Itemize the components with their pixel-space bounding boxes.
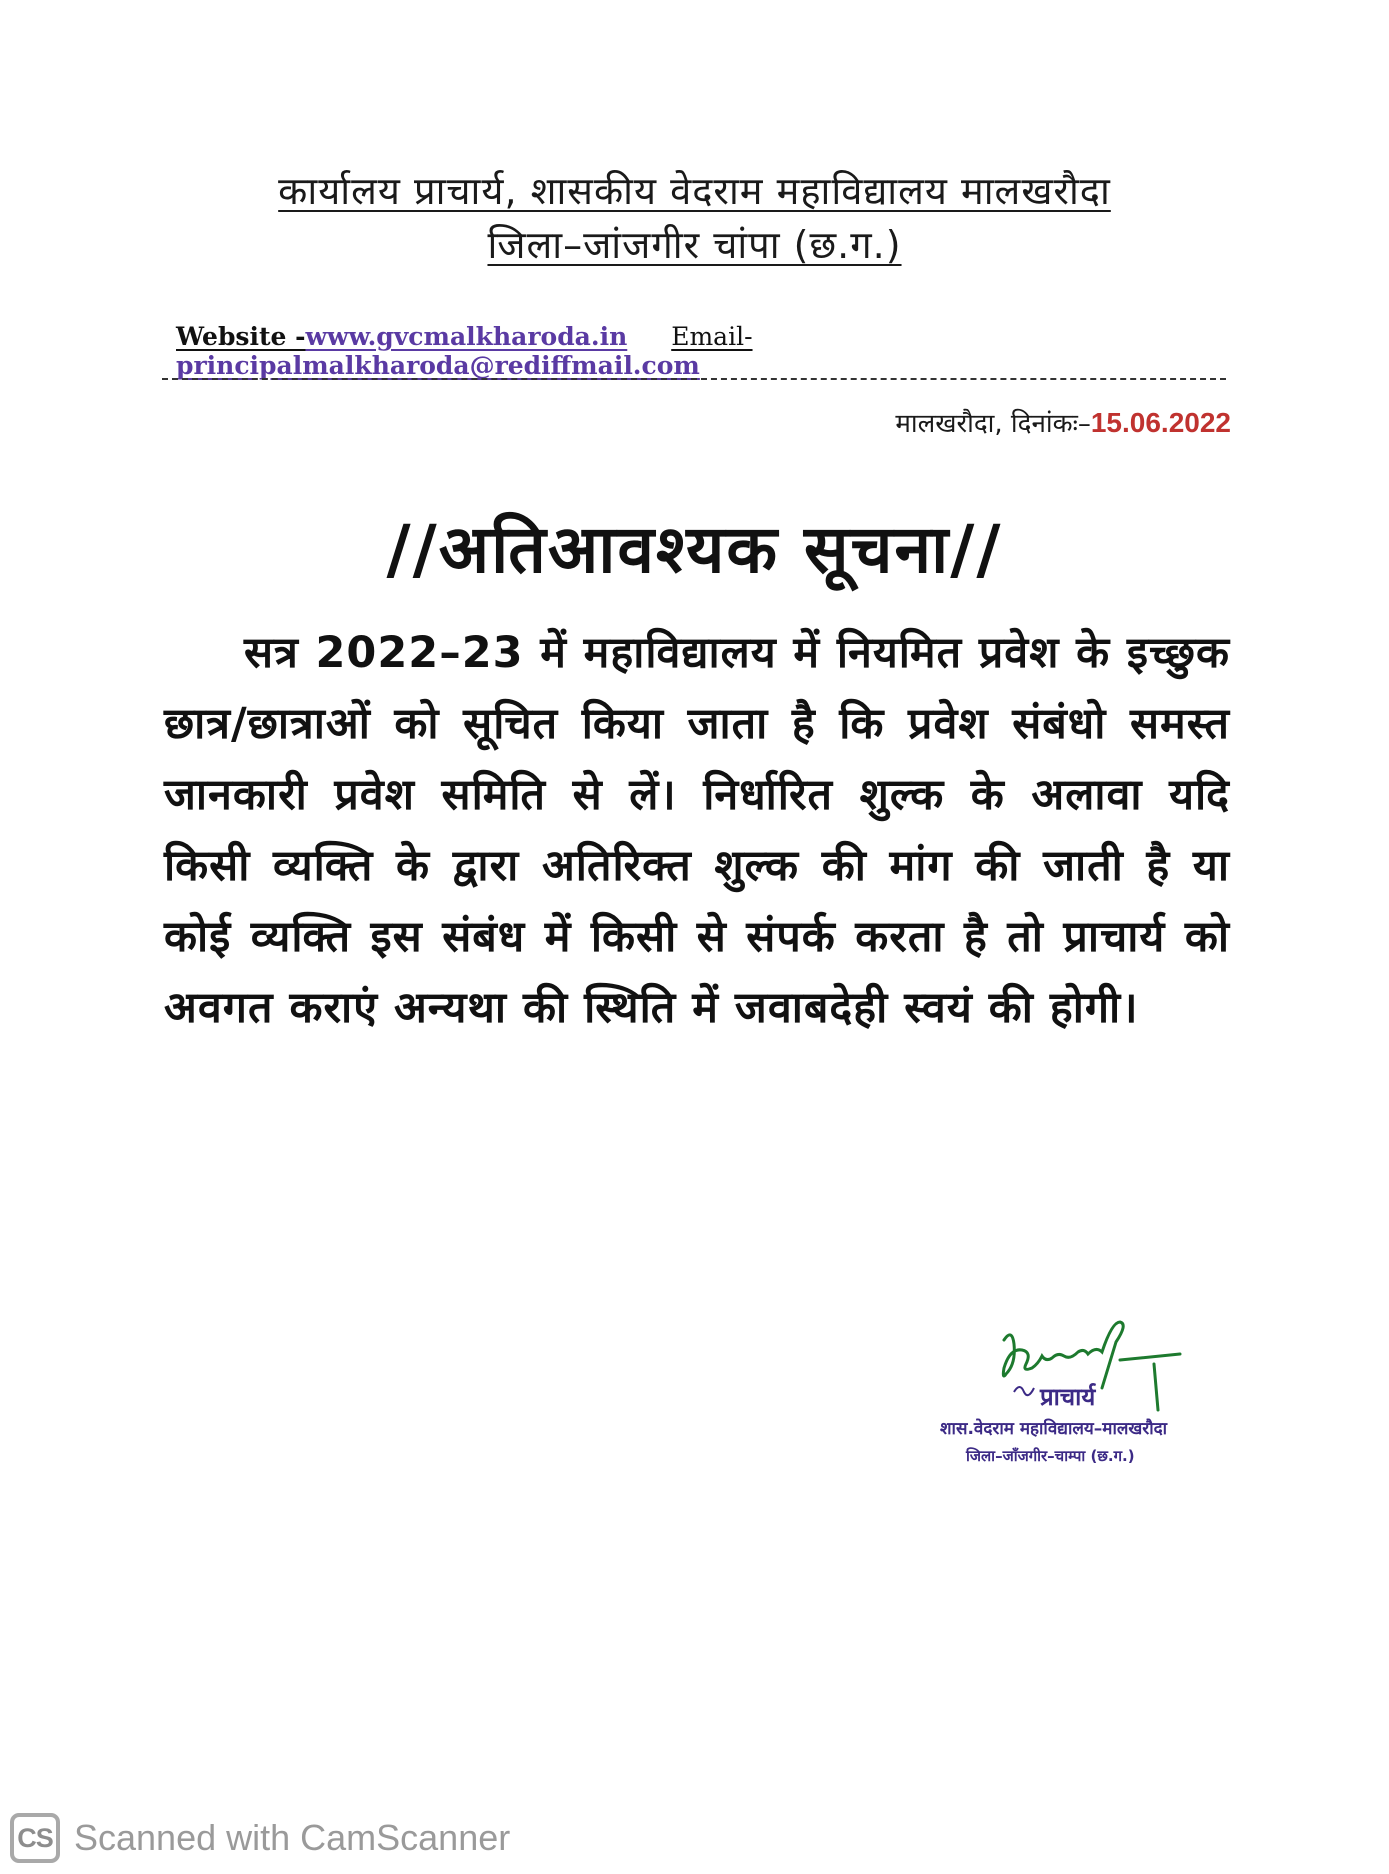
place-label: मालखरौदा, दिनांकः– bbox=[895, 409, 1091, 439]
notice-title: //अतिआवश्यक सूचना// bbox=[386, 511, 1003, 588]
district-heading bbox=[0, 218, 1389, 270]
email-link[interactable]: principalmalkharoda@rediffmail.com bbox=[176, 351, 700, 380]
stamp-district: जिला–जाँजगीर–चाम्पा (छ.ग.) bbox=[966, 1447, 1135, 1465]
website-label: Website - bbox=[176, 322, 306, 351]
camscanner-watermark bbox=[10, 1808, 510, 1868]
office-heading-text: कार्यालय प्राचार्य, शासकीय वेदराम महाविद्यालय मालखरौदा bbox=[278, 169, 1111, 213]
notice-body: सत्र 2022–23 में महाविद्यालय में नियमित प्रवेश के इच्छुक छात्र/छात्राओं को सूचित किया जाता है कि प्रवेश संबंधो समस्त जानकारी प्रवेश समिति से लें। निर्धारित शुल्क के अलावा यदि किसी व्यक्ति के द्वारा अतिरिक्त शुल्क की मांग की जाती है या कोई व्यक्ति इस संबंध में किसी से संपर्क करता है तो प्राचार्य को अवगत कराएं अन्यथा की स्थिति में जवाबदेही स्वयं की होगी। bbox=[164, 628, 1230, 1033]
date-line bbox=[895, 404, 1231, 440]
principal-stamp bbox=[940, 1300, 1210, 1490]
watermark-text: Scanned with CamScanner bbox=[74, 1817, 511, 1858]
notice-date: 15.06.2022 bbox=[1090, 407, 1231, 438]
office-heading bbox=[0, 164, 1389, 216]
header-divider bbox=[162, 378, 1226, 380]
website-link[interactable]: www.gvcmalkharoda.in bbox=[305, 322, 628, 351]
district-heading-text: जिला–जांजगीर चांपा (छ.ग.) bbox=[487, 223, 902, 267]
email-label: Email- bbox=[671, 322, 753, 351]
stamp-title: प्राचार्य bbox=[1040, 1383, 1096, 1411]
contact-row bbox=[176, 322, 1216, 380]
stamp-college: शास.वेदराम महाविद्यालय–मालखरौदा bbox=[940, 1419, 1168, 1439]
camscanner-logo-icon: CS bbox=[10, 1813, 60, 1863]
